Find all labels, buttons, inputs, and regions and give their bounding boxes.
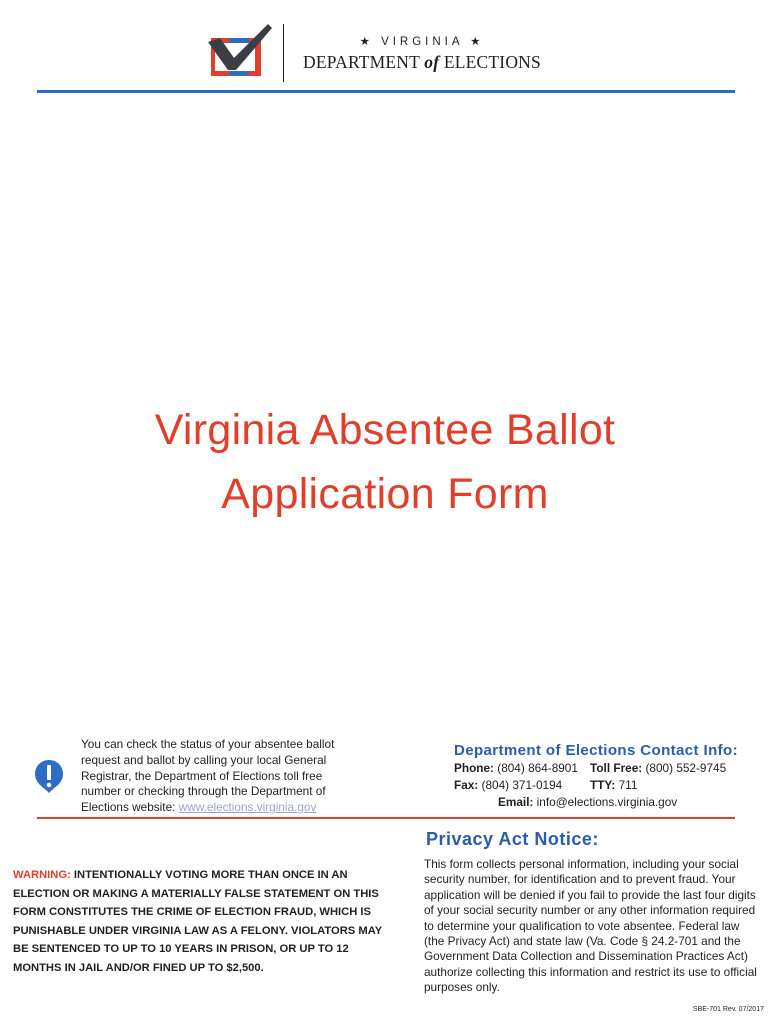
form-revision-id: SBE-701 Rev. 07/2017 [692,1006,764,1013]
alert-exclamation-icon [34,759,64,794]
privacy-act-text: This form collects personal information, including your social security number, for identification and to prevent fraud. Your application will be denied if you fail to provide the last four digits of your social security number or any other information required to determine your qualification to vote absentee. Federal law (the Privacy Act) and state law (Va. Code § 24.2-701 and the Government Data Collection and Dissemination Practices Act) authorize collecting this information and restrict its use to official purposes only. [424,857,757,995]
logo-department-name: DEPARTMENT of ELECTIONS [303,52,541,72]
contact-email: Email: info@elections.virginia.gov [498,795,678,809]
election-fraud-warning: WARNING: INTENTIONALLY VOTING MORE THAN ONCE IN AN ELECTION OR MAKING A MATERIALLY FALSE STATEMENT ON THIS FORM CONSTITUTES THE CRIME OF ELECTION FRAUD, WHICH IS PUNISHABLE UNDER VIRGINIA LAW AS A FELONY. VIOLATORS MAY BE SENTENCED TO UP TO 10 YEARS IN PRISON, OR UP TO 12 MONTHS IN JAIL AND/OR FINED UP TO $2,500. [13,869,383,974]
logo-divider [283,24,284,82]
contact-tty: TTY: 711 [590,778,638,792]
form-title-line-2: Application Form [221,470,549,518]
form-title [40,398,730,526]
contact-fax: Fax: (804) 371-0194 [454,778,563,792]
section-red-rule [37,817,735,819]
contact-info-heading: Department of Elections Contact Info: [454,742,738,759]
checkmark-ballot-logo-icon [206,22,274,80]
contact-phone: Phone: (804) 864-8901 [454,761,578,775]
form-title-line-1: Virginia Absentee Ballot [154,406,616,454]
header-blue-rule [37,90,735,93]
ballot-status-notice: You can check the status of your absentee ballot request and ballot by calling your local General Registrar, the Department of Elections toll free number or checking through the Department of Elections website: www.elections.virginia.gov [81,737,335,815]
contact-toll-free: Toll Free: (800) 552-9745 [590,761,727,775]
elections-website-link[interactable]: www.elections.virginia.gov [178,800,317,815]
logo-state-name: ★ VIRGINIA ★ [359,36,485,48]
privacy-act-heading: Privacy Act Notice: [426,829,599,849]
